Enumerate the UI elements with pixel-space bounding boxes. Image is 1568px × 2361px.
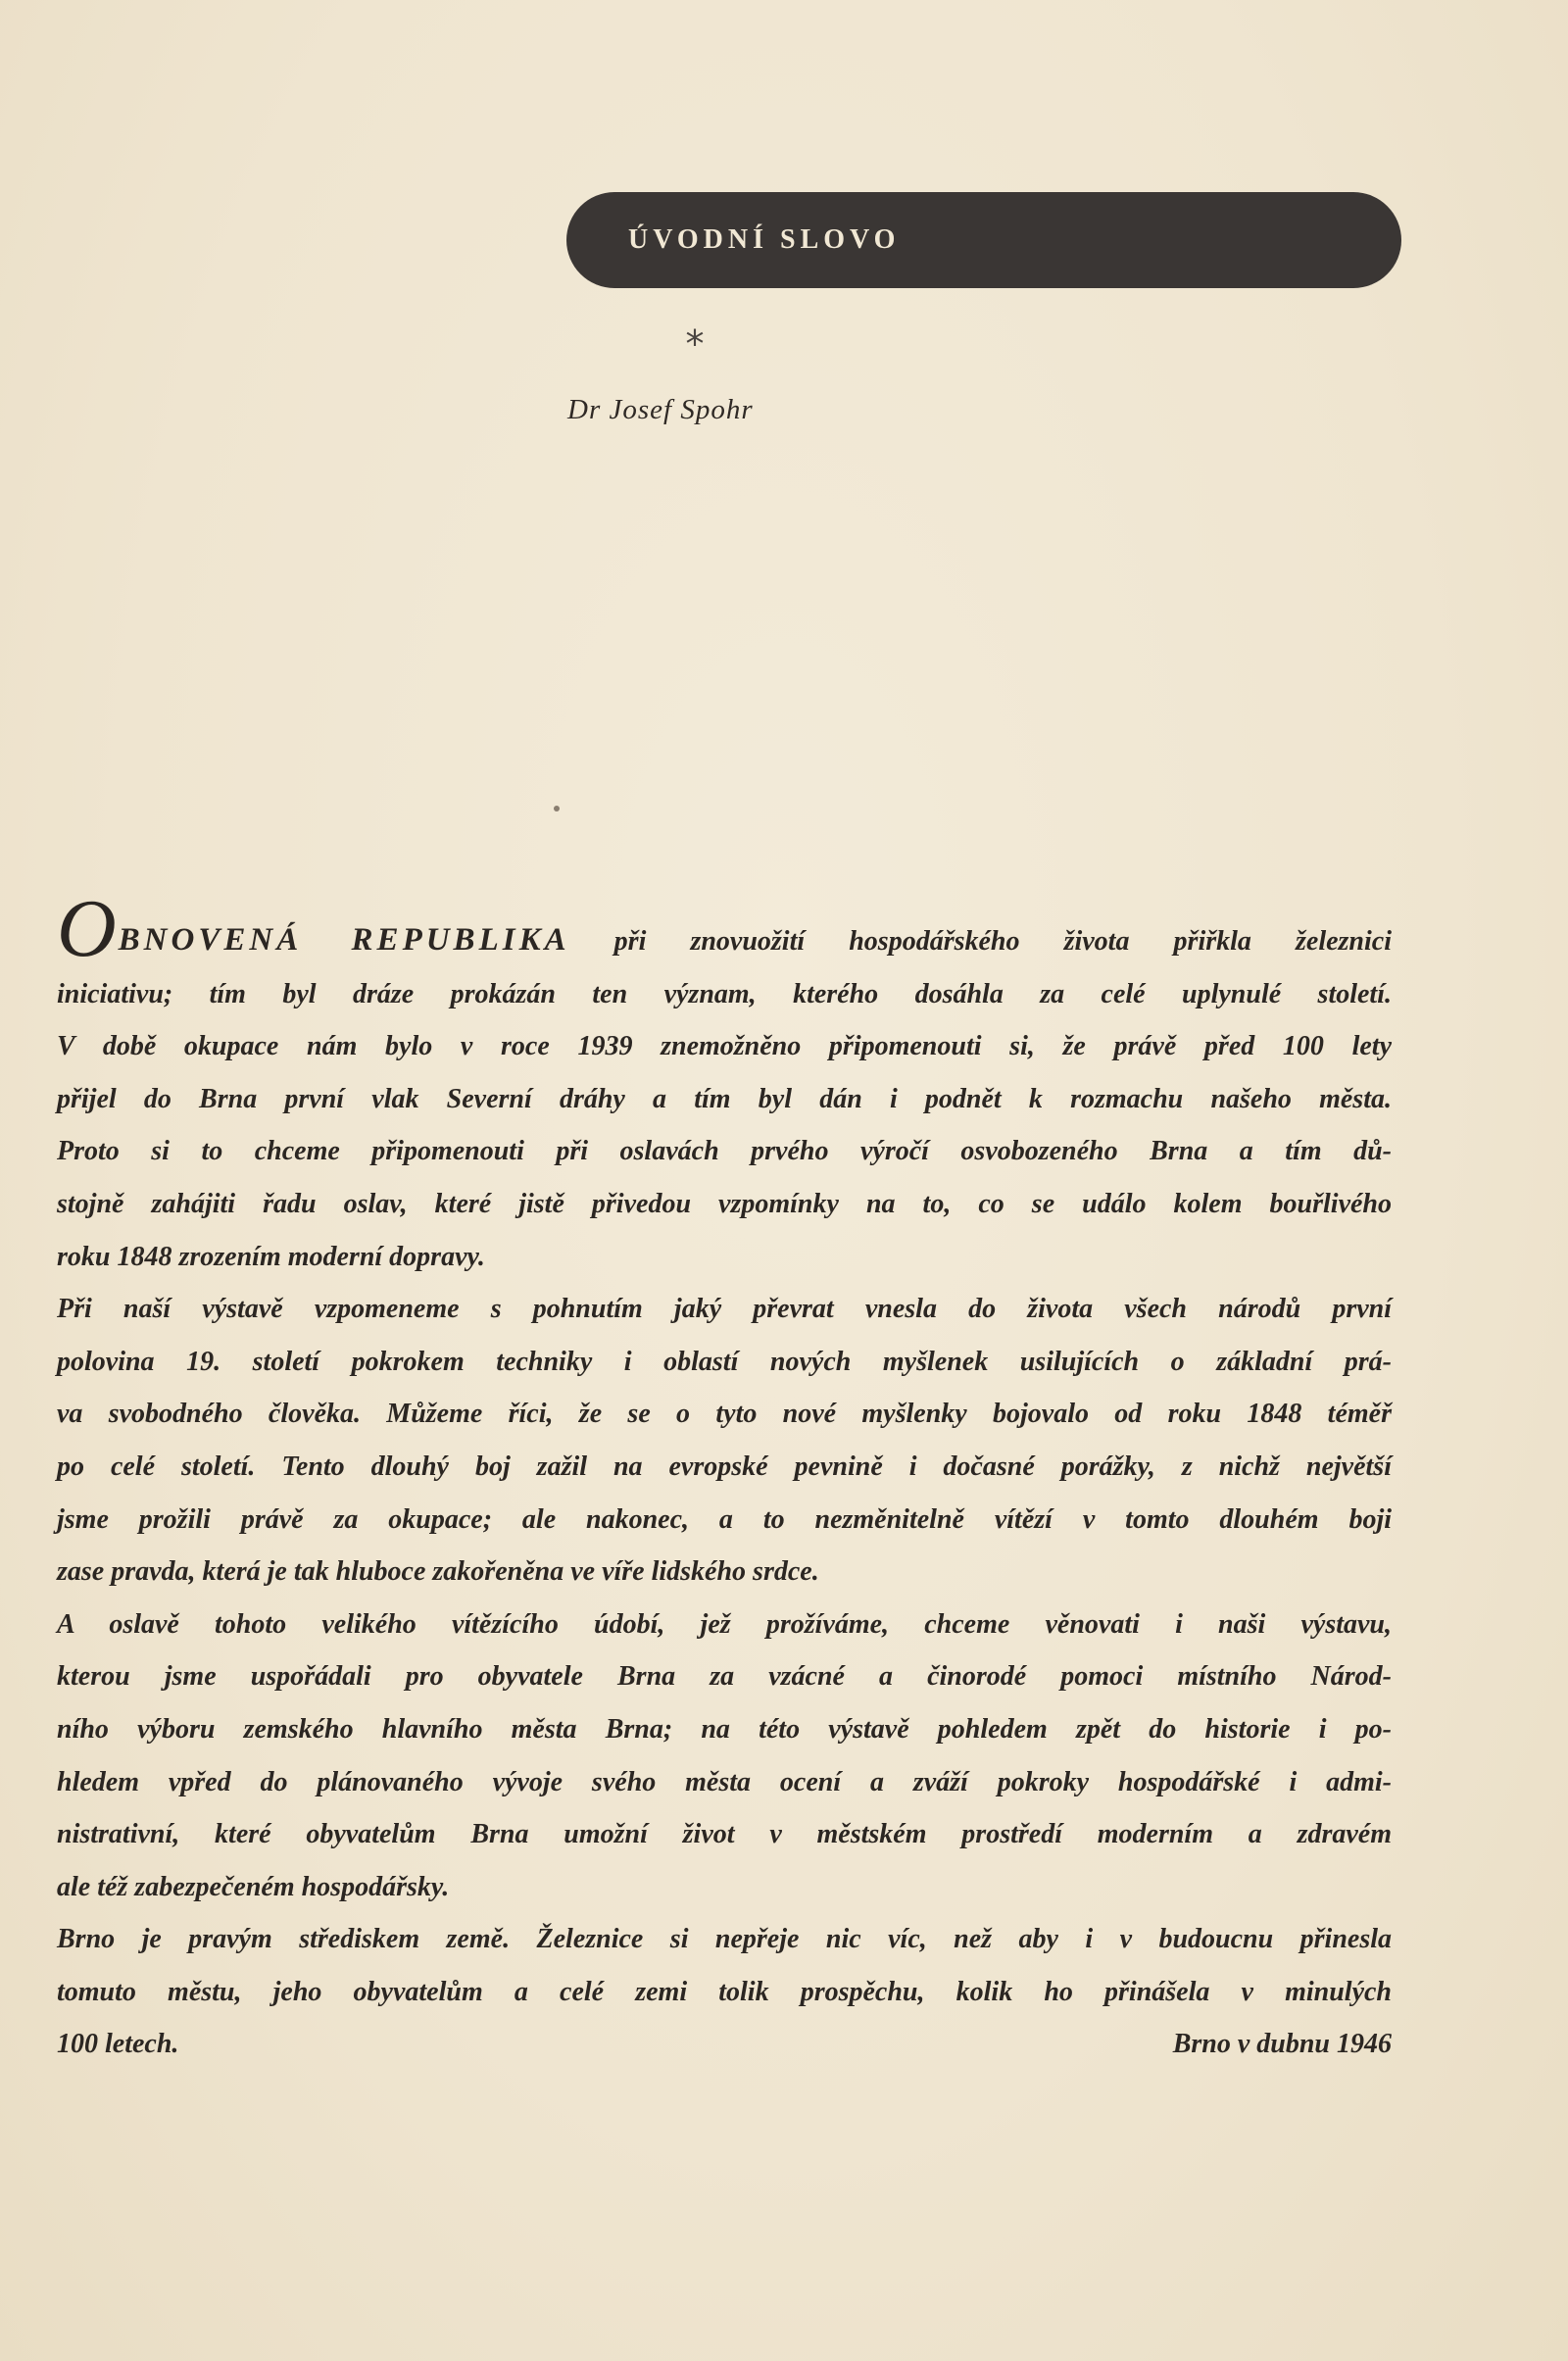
article-line: Při naší výstavě vzpomeneme s pohnutím jaký převrat vnesla do života všech národů první	[57, 1294, 1392, 1325]
article-line: Proto si to chceme připomenouti při oslavách prvého výročí osvobozeného Brna a tím dů-	[57, 1136, 1392, 1167]
article-line-1	[57, 883, 1392, 974]
article-line: A oslavě tohoto velikého vítězícího údobí, jež prožíváme, chceme věnovati i naši výstavu,	[57, 1608, 1392, 1640]
article-line: po celé století. Tento dlouhý boj zažil na evropské pevnině i dočasné porážky, z nichž největší	[57, 1451, 1392, 1482]
article-line-text: při znovuožití hospodářského života přiřkla železnici	[569, 926, 1392, 957]
drop-cap: O	[57, 883, 117, 974]
paper-speck	[554, 806, 560, 812]
section-banner	[566, 192, 1401, 288]
star-icon: *	[685, 322, 705, 366]
article-line: zase pravda, která je tak hluboce zakořeněna ve víře lidského srdce.	[57, 1556, 819, 1588]
article-line: Brno je pravým střediskem země. Železnice si nepřeje nic víc, než aby i v budoucnu přinesla	[57, 1924, 1392, 1955]
closing-left: 100 letech.	[57, 2029, 179, 2060]
article-line: nistrativní, které obyvatelům Brna umožní život v městském prostředí moderním a zdravém	[57, 1819, 1392, 1850]
article-body	[57, 883, 1392, 2071]
article-line: kterou jsme uspořádali pro obyvatele Brna za vzácné a činorodé pomoci místního Národ-	[57, 1661, 1392, 1693]
article-line: přijel do Brna první vlak Severní dráhy a tím byl dán i podnět k rozmachu našeho města.	[57, 1083, 1392, 1114]
article-line: hledem vpřed do plánovaného vývoje svého města ocení a zváží pokroky hospodářské i admi-	[57, 1766, 1392, 1797]
lead-caps: BNOVENÁ REPUBLIKA	[118, 922, 570, 958]
closing-row	[57, 2018, 1392, 2071]
article-line: va svobodného člověka. Můžeme říci, že se o tyto nové myšlenky bojovalo od roku 1848 téměř	[57, 1399, 1392, 1430]
article-line: tomuto městu, jeho obyvatelům a celé zemi tolik prospěchu, kolik ho přinášela v minulých	[57, 1976, 1392, 2007]
article-line: iniciativu; tím byl dráze prokázán ten význam, kterého dosáhla za celé uplynulé století.	[57, 978, 1392, 1009]
article-line: polovina 19. století pokrokem techniky i oblastí nových myšlenek usilujících o základní prá-	[57, 1346, 1392, 1377]
article-line: ního výboru zemského hlavního města Brna; na této výstavě pohledem zpět do historie i po-	[57, 1713, 1392, 1745]
article-line: ale též zabezpečeném hospodářsky.	[57, 1871, 450, 1902]
place-date: Brno v dubnu 1946	[1172, 2029, 1392, 2060]
article-line: V době okupace nám bylo v roce 1939 znemožněno připomenouti si, že právě před 100 lety	[57, 1031, 1392, 1062]
article-line: roku 1848 zrozením moderní dopravy.	[57, 1241, 485, 1272]
article-line: jsme prožili právě za okupace; ale nakonec, a to nezměnitelně vítězí v tomto dlouhém boji	[57, 1503, 1392, 1535]
article-line: stojně zahájiti řadu oslav, které jistě přivedou vzpomínky na to, co se událo kolem bouřlivého	[57, 1188, 1392, 1219]
author-name: Dr Josef Spohr	[567, 394, 754, 425]
section-title: ÚVODNÍ SLOVO	[628, 224, 901, 255]
